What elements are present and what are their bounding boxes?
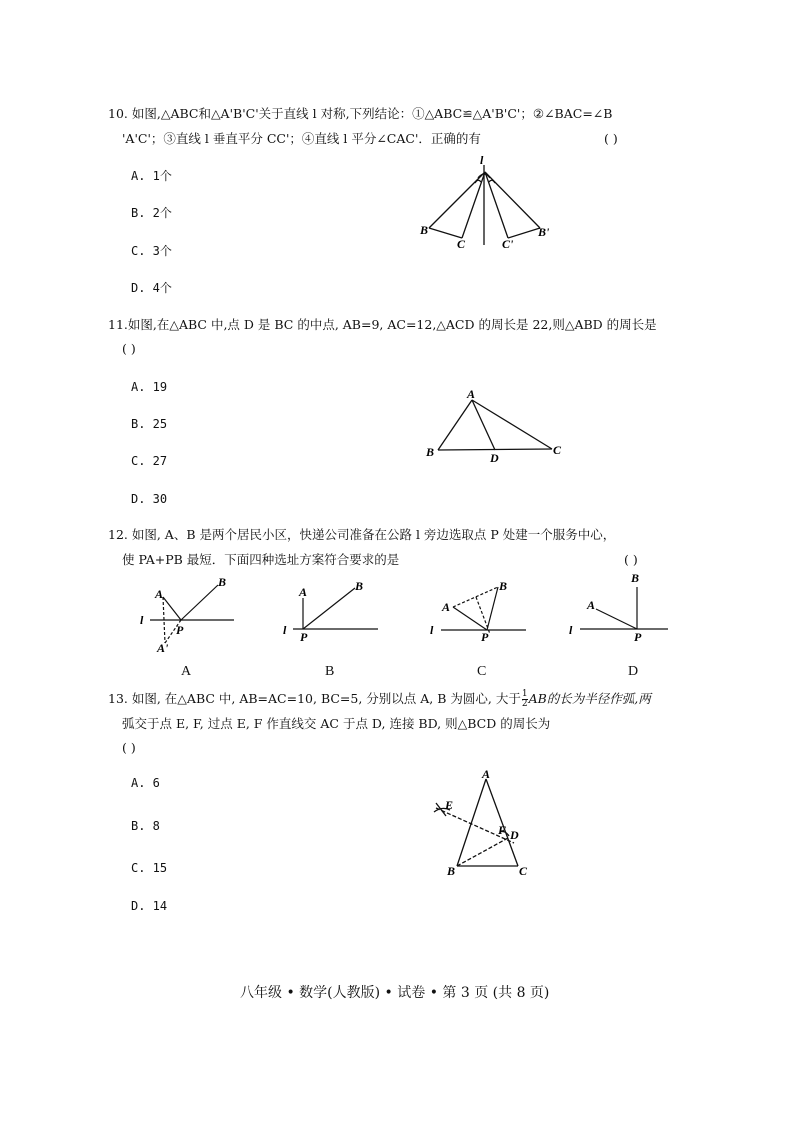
q11-label-d: D [490,451,499,465]
q13-option-b[interactable]: B. 8 [131,819,160,833]
q11-answer-paren: ( ) [122,341,136,356]
q12-answer-paren: ( ) [624,552,638,567]
q12a-label-a: A [155,587,164,601]
q12a-label-l: l [140,613,144,627]
q10-option-d[interactable]: D. 4个 [131,281,172,295]
q13-line1-part1: 13. 如图, 在△ABC 中, AB=AC=10, BC=5, 分别以点 A, B 为圆心, 大于 [108,691,521,706]
q12-line1: 12. 如图, A、B 是两个居民小区，快递公司准备在公路 l 旁边选取点 P 处建一个服务中心， [108,527,616,542]
q12b-label-b: B [355,579,364,593]
q12-caption-d[interactable]: D [628,664,639,679]
q10-line2: 'A'C'；③直线 l 垂直平分 CC'；④直线 l 平分∠CAC'．正确的有 [122,131,481,146]
q10-label-c-prime: C' [502,237,514,251]
q12a-label-p: P [176,623,184,637]
q11-option-b[interactable]: B. 25 [131,417,168,431]
q12c-label-b: B [499,579,508,593]
q10-label-b-prime: B' [538,225,550,239]
q10-label-l: l [480,153,484,167]
q12d-label-l: l [569,623,573,637]
q10-option-a[interactable]: A. 1个 [131,169,172,183]
q13-label-e: E [445,798,454,812]
q13-option-d[interactable]: D. 14 [131,899,168,913]
q12d-label-b: B [631,571,640,585]
q12d-label-a: A [587,598,596,612]
q12b-label-p: P [300,630,308,644]
q12b-label-l: l [283,623,287,637]
q13-label-d: D [510,828,519,842]
q13-answer-paren: ( ) [122,740,136,755]
q13-label-b: B [447,864,456,878]
q13-option-c[interactable]: C. 15 [131,861,168,875]
page-footer: 八年级 • 数学(人教版) • 试卷 • 第 3 页 (共 8 页) [240,985,550,1001]
q12a-label-a-prime: A' [157,641,169,655]
q11-option-a[interactable]: A. 19 [131,380,168,394]
q13-line1-part2: AB的长为半径作弧,两 [528,691,651,706]
q12a-label-b: B [218,575,227,589]
q12c-label-a: A [442,600,451,614]
q10-option-c[interactable]: C. 3个 [131,244,172,258]
q10-option-b[interactable]: B. 2个 [131,206,172,220]
q12-line2: 使 PA+PB 最短．下面四种选址方案符合要求的是 [122,552,400,567]
q12c-label-p: P [481,630,489,644]
q10-label-c: C [457,237,466,251]
q13-line2: 弧交于点 E, F, 过点 E, F 作直线交 AC 于点 D, 连接 BD, 则△BCD 的周长为 [122,716,551,731]
q11-label-b: B [426,445,435,459]
q12-caption-b[interactable]: B [325,664,335,679]
q12-caption-c[interactable]: C [477,664,487,679]
q13-frac-den: 2 [521,699,528,709]
q13-label-c: C [519,864,528,878]
q10-answer-paren: ( ) [604,131,618,146]
q11-option-d[interactable]: D. 30 [131,492,168,506]
q12-caption-a[interactable]: A [181,664,192,679]
q13-frac-num: 1 [521,689,528,699]
q12d-label-p: P [634,630,642,644]
q13-label-f: F [498,823,507,837]
q13-option-a[interactable]: A. 6 [131,776,160,790]
q13-label-a: A [482,767,491,781]
q11-label-c: C [553,443,562,457]
q12b-label-a: A [299,585,308,599]
q12c-label-l: l [430,623,434,637]
q10-line1: 10. 如图,△ABC和△A'B'C'关于直线 l 对称,下列结论：①△ABC≌△A'B'C'；②∠BAC=∠B [108,106,613,121]
q11-line1: 11.如图,在△ABC 中,点 D 是 BC 的中点, AB=9, AC=12,△ACD 的周长是 22,则△ABD 的周长是 [108,317,657,332]
q10-label-b: B [420,223,429,237]
q11-option-c[interactable]: C. 27 [131,454,168,468]
q11-label-a: A [467,387,476,401]
